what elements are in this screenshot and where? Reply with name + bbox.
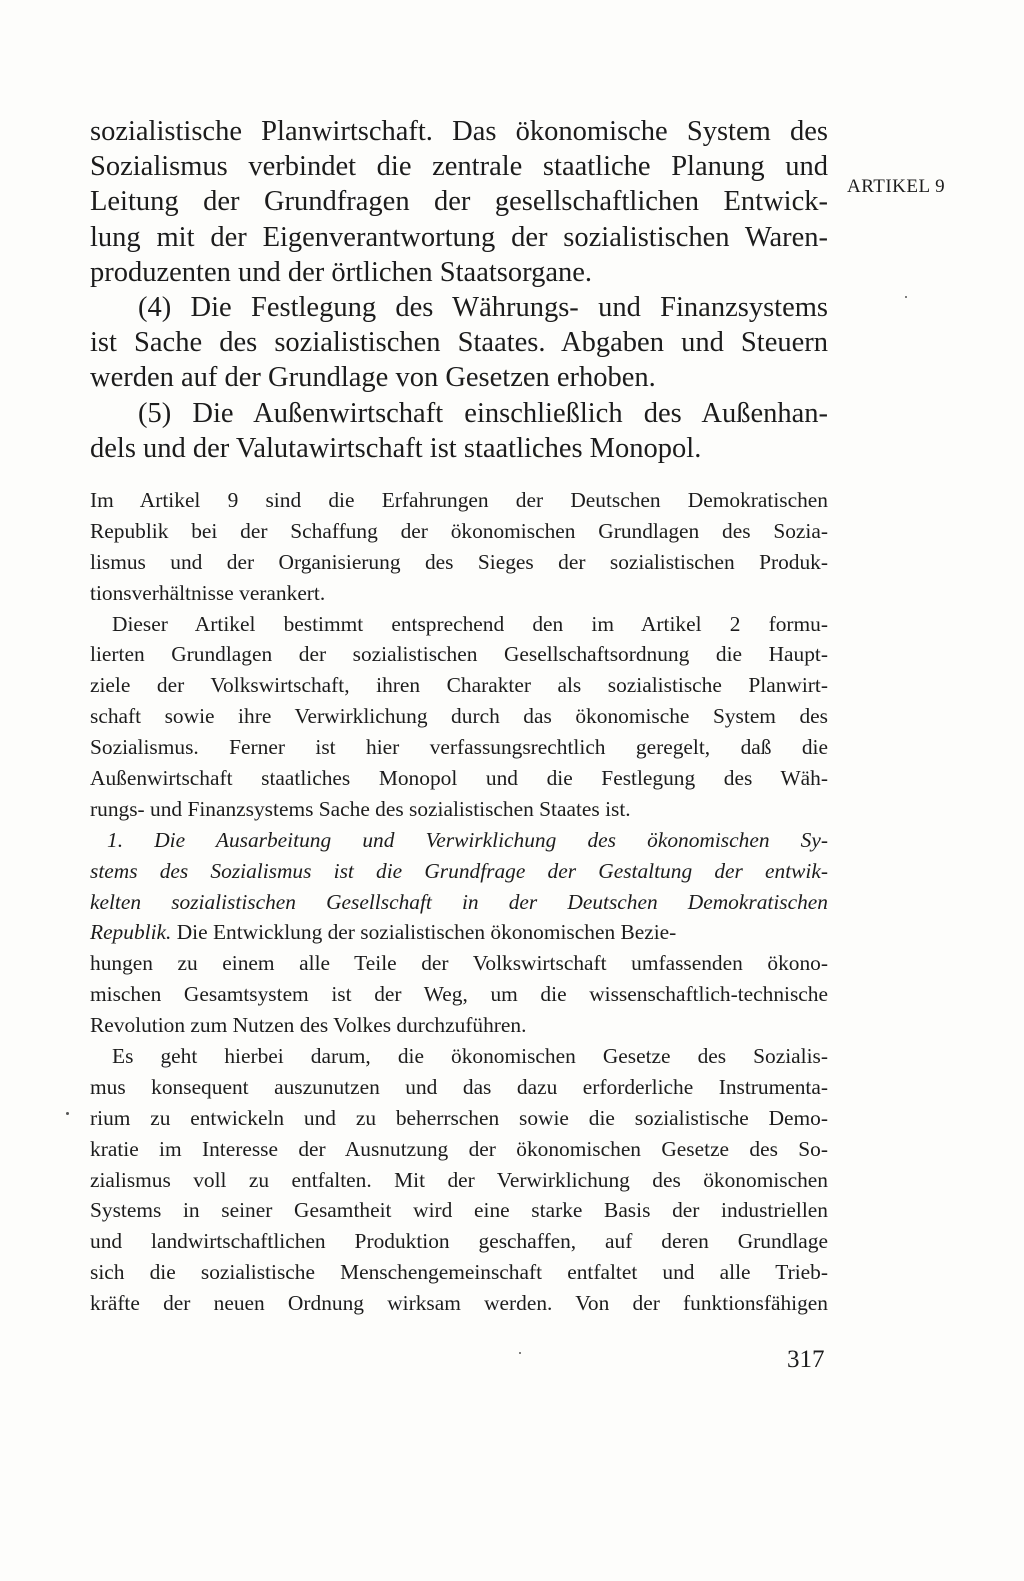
paragraph-start: Es geht hierbei darum, die ökonomischen Gesetze des Sozialis-: [112, 1044, 828, 1069]
text-line: tionsverhältnisse verankert.: [90, 580, 326, 605]
text-line: Sozialismus. Ferner ist hier verfassungsrechtlich geregelt, daß die: [90, 735, 828, 760]
text-line: Systems in seiner Gesamtheit wird eine starke Basis der industriellen: [90, 1198, 828, 1223]
constitution-text: [90, 114, 828, 466]
text-line: hungen zu einem alle Teile der Volkswirtschaft umfassenden ökono-: [90, 951, 828, 976]
text-line: kräfte der neuen Ordnung wirksam werden. Von der funktionsfähigen: [90, 1291, 828, 1316]
text-line: produzenten und der örtlichen Staatsorgane.: [90, 256, 593, 288]
section-1-heading: 1. Die Ausarbeitung und Verwirklichung des ökonomischen Sy-: [107, 827, 828, 852]
text-line: lung mit der Eigenverantwortung der sozialistischen Waren-: [90, 221, 828, 253]
italic-fragment: Republik.: [90, 920, 172, 945]
text-line: sich die sozialistische Menschengemeinschaft entfaltet und alle Trieb-: [90, 1260, 828, 1285]
roman-fragment: Die Entwicklung der sozialistischen ökonomischen Bezie-: [171, 920, 677, 945]
text-line: zialismus voll zu entfalten. Mit der Verwirklichung des ökonomischen: [90, 1167, 828, 1192]
paragraph-4-start: (4) Die Festlegung des Währungs- und Finanzsystems: [138, 291, 828, 323]
text-line: und landwirtschaftlichen Produktion geschaffen, auf deren Grundlage: [90, 1229, 828, 1254]
paragraph-5-start: (5) Die Außenwirtschaft einschließlich des Außenhan-: [138, 397, 828, 429]
mixed-line: [90, 917, 828, 948]
text-line: lismus und der Organisierung des Sieges der sozialistischen Produk-: [90, 549, 828, 574]
page-number: 317: [787, 1346, 825, 1373]
text-line: mus konsequent auszunutzen und das dazu erforderliche Instrumenta-: [90, 1074, 828, 1099]
text-line: mischen Gesamtsystem ist der Weg, um die wissenschaftlich-technische: [90, 982, 828, 1007]
text-line: kratie im Interesse der Ausnutzung der ökonomischen Gesetze des So-: [90, 1136, 828, 1161]
text-line: Leitung der Grundfragen der gesellschaftlichen Entwick-: [90, 186, 828, 218]
text-line: rungs- und Finanzsystems Sache des sozialistischen Staates ist.: [90, 796, 631, 821]
text-line: Sozialismus verbindet die zentrale staatliche Planung und: [90, 151, 828, 183]
text-line: Revolution zum Nutzen des Volkes durchzuführen.: [90, 1013, 527, 1038]
margin-note-article: ARTIKEL 9: [847, 176, 946, 197]
text-line: ziele der Volkswirtschaft, ihren Charakter als sozialistische Planwirt-: [90, 673, 828, 698]
text-line: Im Artikel 9 sind die Erfahrungen der Deutschen Demokratischen: [90, 488, 828, 512]
print-speck: [905, 296, 907, 298]
text-line: sozialistische Planwirtschaft. Das ökonomische System des: [90, 116, 828, 147]
text-line: schaft sowie ihre Verwirklichung durch das ökonomische System des: [90, 704, 828, 729]
text-line: stems des Sozialismus ist die Grundfrage der Gestaltung der entwik-: [90, 858, 828, 883]
text-line: werden auf der Grundlage von Gesetzen erhoben.: [90, 362, 656, 394]
text-line: lierten Grundlagen der sozialistischen Gesellschaftsordnung die Haupt-: [90, 642, 828, 667]
text-line: Außenwirtschaft staatliches Monopol und die Festlegung des Wäh-: [90, 766, 828, 791]
text-line: Republik bei der Schaffung der ökonomischen Grundlagen des Sozia-: [90, 518, 828, 543]
print-speck: [66, 1112, 69, 1115]
text-line: dels und der Valutawirtschaft ist staatliches Monopol.: [90, 432, 702, 464]
paragraph-start: Dieser Artikel bestimmt entsprechend den im Artikel 2 formu-: [112, 611, 828, 636]
text-line: ist Sache des sozialistischen Staates. Abgaben und Steuern: [90, 327, 828, 359]
text-line: rium zu entwickeln und zu beherrschen sowie die sozialistische Demo-: [90, 1105, 828, 1130]
print-speck: [519, 1352, 521, 1354]
text-line: kelten sozialistischen Gesellschaft in der Deutschen Demokratischen: [90, 889, 828, 914]
commentary-text: [90, 485, 828, 1319]
